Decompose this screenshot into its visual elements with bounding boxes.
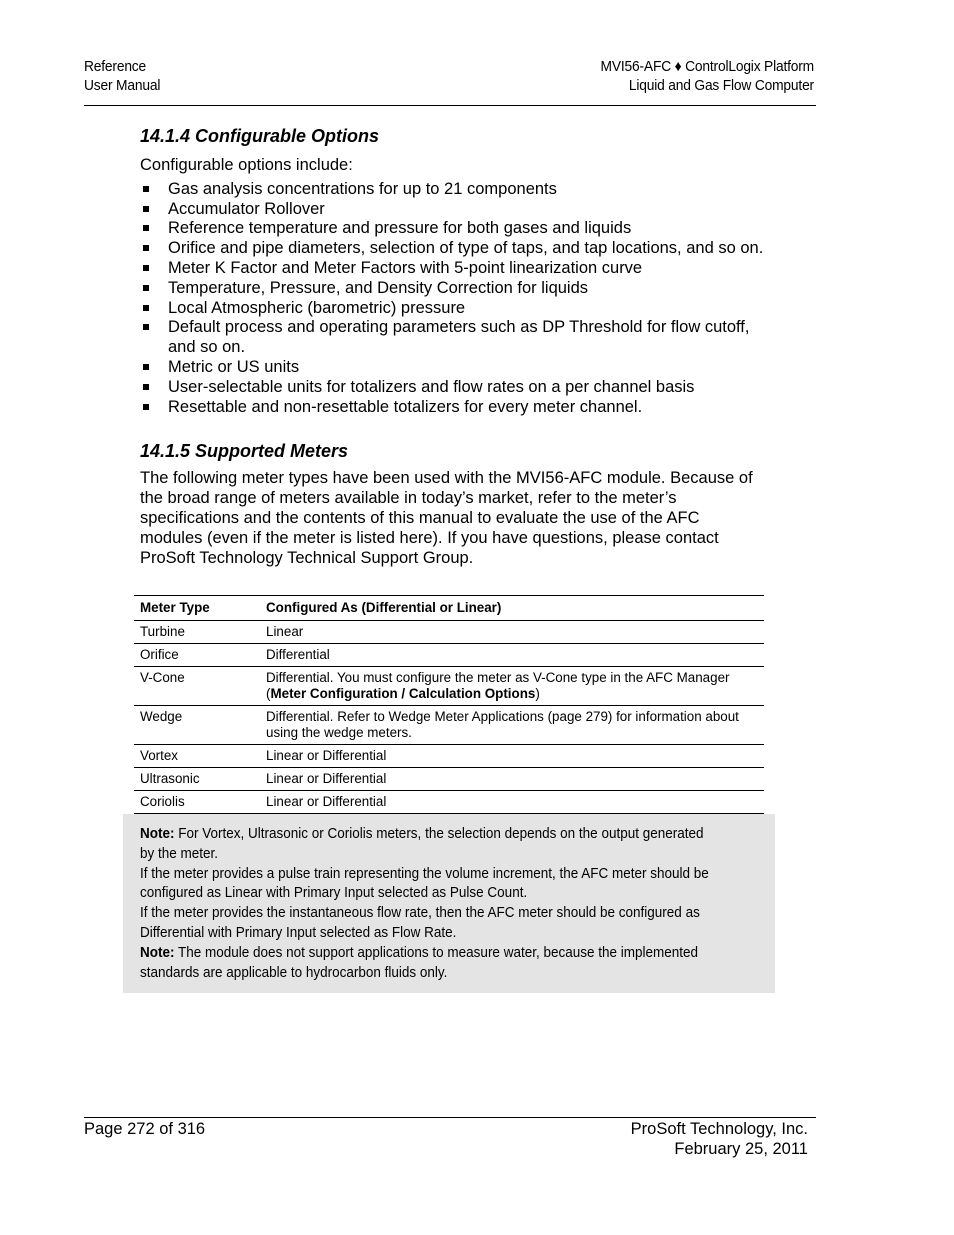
note-paragraph: If the meter provides the instantaneous flow rate, then the AFC meter should be configured as Differential with Primary Input selected as Flow Rate.: [140, 904, 700, 941]
table-row: [134, 644, 764, 667]
cell-configured-as: Differential: [260, 644, 764, 667]
cell-configured-as: Linear: [260, 621, 764, 644]
page-footer-right: [631, 1119, 808, 1159]
table-row: [134, 621, 764, 644]
footer-divider: [84, 1117, 816, 1118]
header-subtitle: Liquid and Gas Flow Computer: [628, 77, 814, 94]
table-row: [134, 706, 764, 745]
note-paragraph: [140, 824, 716, 864]
meter-types-table: [134, 595, 764, 814]
page-content: [140, 124, 765, 568]
list-item: Default process and operating parameters such as DP Threshold for flow cutoff, and so on.: [140, 318, 765, 358]
list-item: Orifice and pipe diameters, selection of type of taps, and tap locations, and so on.: [140, 239, 765, 259]
note-paragraph: [140, 943, 716, 983]
footer-date: February 25, 2011: [674, 1140, 808, 1158]
header-product: MVI56-AFC ♦ ControlLogix Platform: [600, 58, 814, 75]
cell-meter-type: Wedge: [134, 706, 260, 745]
list-item: Meter K Factor and Meter Factors with 5-point linearization curve: [140, 259, 765, 279]
cell-meter-type: V-Cone: [134, 667, 260, 706]
footer-company: ProSoft Technology, Inc.: [630, 1120, 808, 1138]
note-text: For Vortex, Ultrasonic or Coriolis meters, the selection depends on the output generated by the meter.: [140, 825, 704, 862]
list-item: Reference temperature and pressure for both gases and liquids: [140, 219, 765, 239]
table-row: [134, 667, 764, 706]
cell-configured-as: Linear or Differential: [260, 768, 764, 791]
table-row: [134, 745, 764, 768]
note-label: Note:: [140, 825, 175, 842]
list-item: Resettable and non-resettable totalizers for every meter channel.: [140, 398, 765, 418]
table-row: [134, 791, 764, 814]
column-header-meter-type: Meter Type: [134, 596, 260, 621]
cell-meter-type: Coriolis: [134, 791, 260, 814]
cell-configured-as: Differential. Refer to Wedge Meter Applications (page 279) for information about using the wedge meters.: [260, 706, 764, 745]
note-box: [123, 814, 775, 993]
menu-path-meter-configuration: Meter Configuration: [270, 686, 398, 701]
cell-meter-type: Turbine: [134, 621, 260, 644]
note-content: [140, 824, 716, 982]
note-label: Note:: [140, 943, 175, 961]
cell-text-end: ): [535, 686, 540, 701]
options-list: [140, 180, 765, 418]
cell-meter-type: Ultrasonic: [134, 768, 260, 791]
list-item: Gas analysis concentrations for up to 21 components: [140, 180, 765, 200]
menu-path-separator: /: [397, 686, 409, 701]
header-user-manual: User Manual: [84, 77, 161, 94]
options-intro: Configurable options include:: [140, 156, 353, 174]
meters-paragraph: The following meter types have been used with the MVI56-AFC module. Because of the broad range of meters available in today’s market, refer to the meter’s specifications and the contents of this manual to evaluate the use of the AFC modules (even if the meter is listed here). If you have questions, please contact ProSoft Technology Technical Support Group.: [140, 469, 753, 567]
table-row: [134, 768, 764, 791]
list-item: Metric or US units: [140, 358, 765, 378]
list-item: Accumulator Rollover: [140, 200, 765, 220]
note-paragraph: If the meter provides a pulse train representing the volume increment, the AFC meter should be configured as Linear with Primary Input selected as Pulse Count.: [140, 864, 709, 902]
cell-configured-as: Linear or Differential: [260, 745, 764, 768]
page-number: Page 272 of 316: [84, 1120, 206, 1138]
list-item: User-selectable units for totalizers and flow rates on a per channel basis: [140, 378, 765, 398]
header-reference: Reference: [84, 58, 147, 75]
cell-configured-as: Linear or Differential: [260, 791, 764, 814]
cell-configured-as: [260, 667, 764, 706]
cell-text: Differential. You must configure the meter as V-Cone type in the AFC Manager (: [266, 670, 730, 701]
header-divider: [84, 105, 816, 106]
page-header-left: [84, 57, 160, 95]
cell-meter-type: Vortex: [134, 745, 260, 768]
page-header-right: [601, 57, 814, 95]
heading-supported-meters: 14.1.5 Supported Meters: [140, 441, 349, 462]
menu-path-calculation-options: Calculation Options: [408, 686, 536, 701]
column-header-configured-as: Configured As (Differential or Linear): [260, 596, 764, 621]
note-text: The module does not support applications to measure water, because the implemented standards are applicable to hydrocarbon fluids only.: [140, 943, 699, 981]
page-footer-left: [84, 1119, 205, 1139]
cell-meter-type: Orifice: [134, 644, 260, 667]
heading-configurable-options: 14.1.4 Configurable Options: [140, 126, 380, 146]
table-header-row: [134, 596, 764, 621]
list-item: Temperature, Pressure, and Density Correction for liquids: [140, 279, 765, 299]
list-item: Local Atmospheric (barometric) pressure: [140, 299, 765, 319]
